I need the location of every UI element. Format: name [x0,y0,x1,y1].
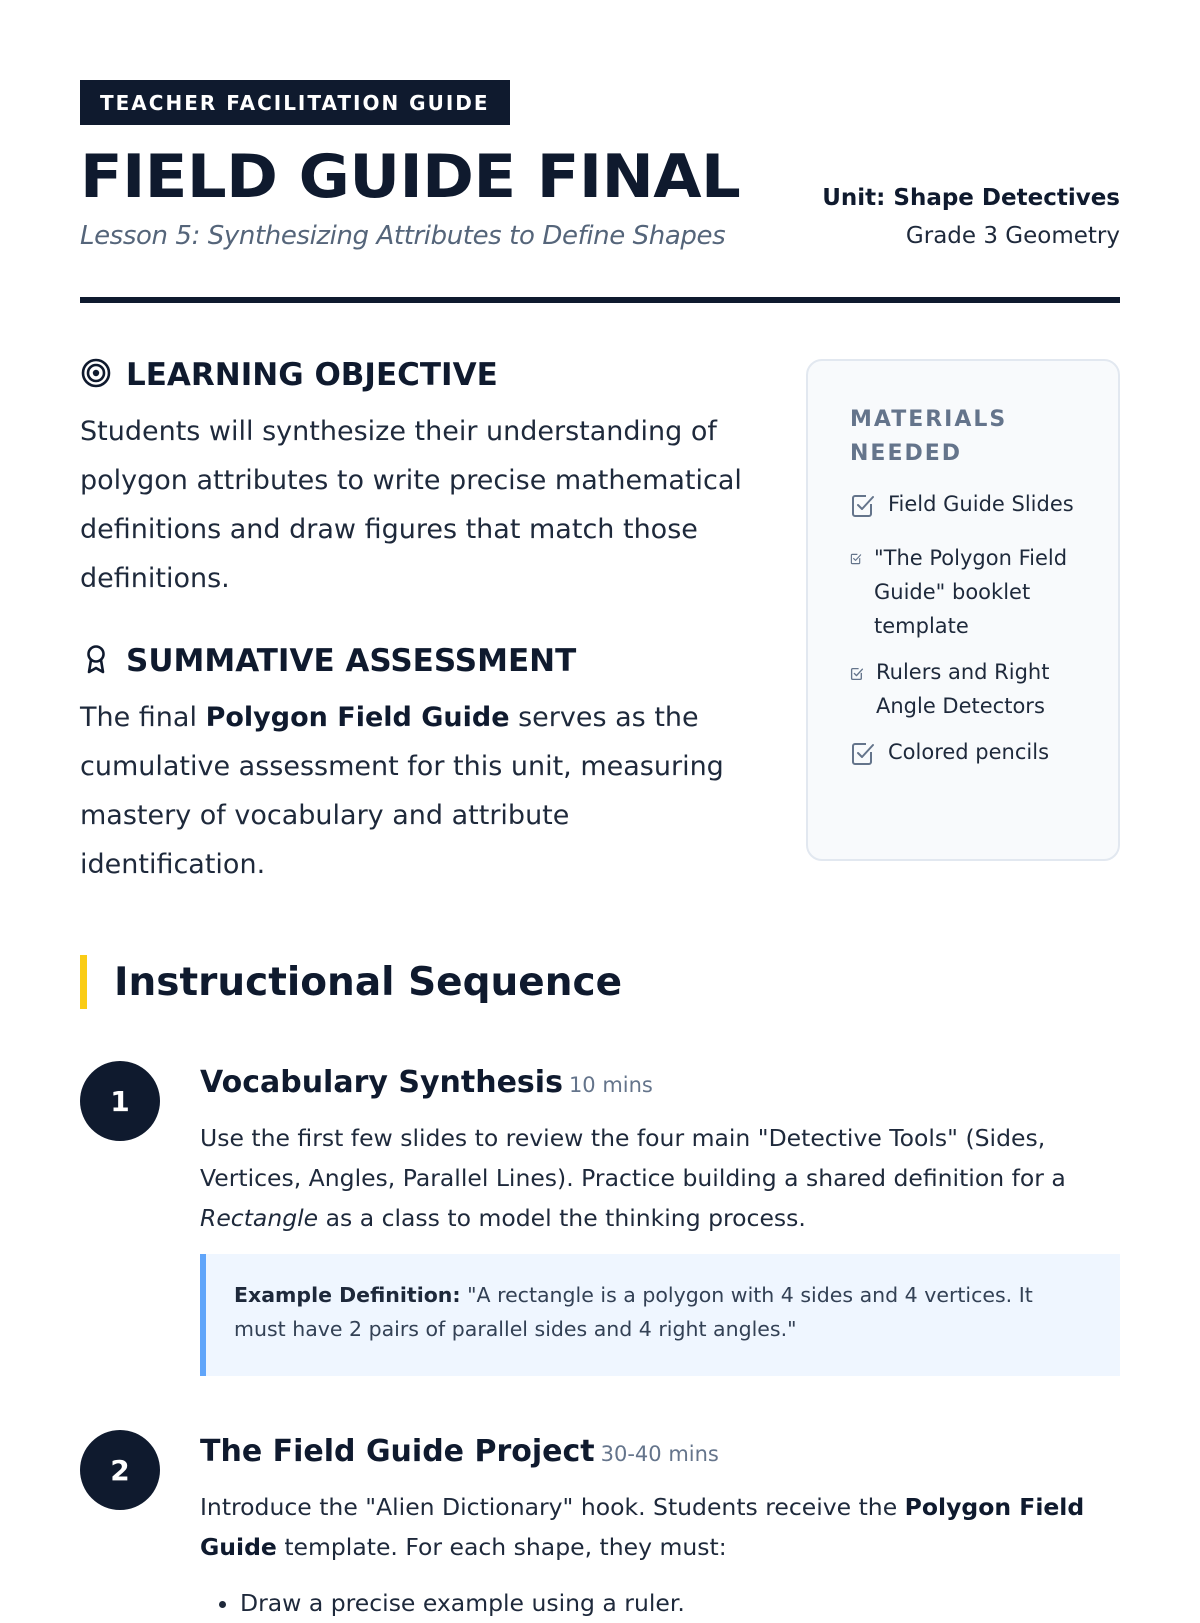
step-1 [80,1061,1120,1376]
example-label: Example Definition: [234,1283,461,1307]
step-title [200,1065,1120,1100]
overview-section [80,357,1120,889]
step-text-start: Introduce the "Alien Dictionary" hook. Students receive the [200,1493,905,1521]
step-text-end: as a class to model the thinking process. [318,1204,806,1232]
header [80,125,1120,251]
assessment-title: SUMMATIVE ASSESSMENT [126,643,577,679]
example-text: "A rectangle is a polygon with 4 sides and 4 vertices. It must have 2 pairs of parallel sides and 4 right angles." [234,1283,1033,1341]
step-body [200,1430,1120,1623]
checkbox-icon [850,541,862,575]
step-duration: 30-40 mins [600,1442,719,1466]
materials-card [806,359,1120,861]
material-label: Rulers and Right Angle Detectors [876,660,1050,718]
step-text-italic: Rectangle [200,1204,319,1232]
material-item [850,487,1088,529]
step-duration: 10 mins [568,1073,653,1097]
step-title [200,1434,1120,1469]
target-icon [80,357,112,393]
objective-title: LEARNING OBJECTIVE [126,357,498,393]
sequence-heading [80,955,1120,1009]
checkbox-icon [850,655,864,691]
list-item: • Draw a precise example using a ruler. [240,1583,1120,1623]
unit-name: Unit: Shape Detectives [822,185,1120,211]
award-icon [80,643,112,679]
guide-type-tag: TEACHER FACILITATION GUIDE [80,80,510,125]
unit-info [822,185,1120,251]
unit-grade: Grade 3 Geometry [905,223,1120,249]
materials-title: MATERIALS NEEDED [850,407,1008,466]
step-2 [80,1430,1120,1623]
overview-left [80,357,760,889]
checkbox-icon [850,487,876,529]
lesson-subtitle: Lesson 5: Synthesizing Attributes to Define Shapes [80,221,726,251]
step-text-bold: Polygon Field Guide [200,1493,1085,1561]
step-description [200,1118,1120,1238]
material-label: "The Polygon Field Guide" booklet template [874,546,1068,638]
step-number: 1 [80,1061,160,1141]
material-item [850,541,1088,643]
example-callout [200,1254,1120,1376]
materials-list [850,487,1088,777]
objective-heading [80,357,760,393]
material-item [850,655,1088,723]
step-title-text: The Field Guide Project [200,1434,595,1469]
sequence-accent-bar [80,955,87,1009]
sequence-title: Instructional Sequence [114,959,623,1005]
header-divider [80,297,1120,303]
step-bullets [200,1583,1120,1623]
checkbox-icon [850,735,876,777]
assessment-text-end: serves as the cumulative assessment for this unit, measuring mastery of vocabulary and attribute identification. [80,702,724,880]
assessment-heading [80,643,760,679]
step-text-end: template. For each shape, they must: [276,1533,727,1561]
page-title: FIELD GUIDE FINAL [80,142,741,212]
step-text-start: Use the first few slides to review the four main "Detective Tools" (Sides, Vertices, Angles, Parallel Lines). Practice building a shared definition for a [200,1124,1066,1192]
material-label: Field Guide Slides [888,492,1074,516]
objective-text: Students will synthesize their understanding of polygon attributes to write precise mathematical definitions and draw figures that match those definitions. [80,416,742,594]
material-item [850,735,1088,777]
title-block [80,125,741,251]
step-title-text: Vocabulary Synthesis [200,1065,563,1100]
material-label: Colored pencils [888,740,1050,764]
assessment-text-start: The final [80,702,206,733]
assessment-text-bold: Polygon Field Guide [205,702,510,733]
step-body [200,1061,1120,1376]
assessment-text [80,693,760,889]
step-number: 2 [80,1430,160,1510]
step-description [200,1487,1120,1567]
